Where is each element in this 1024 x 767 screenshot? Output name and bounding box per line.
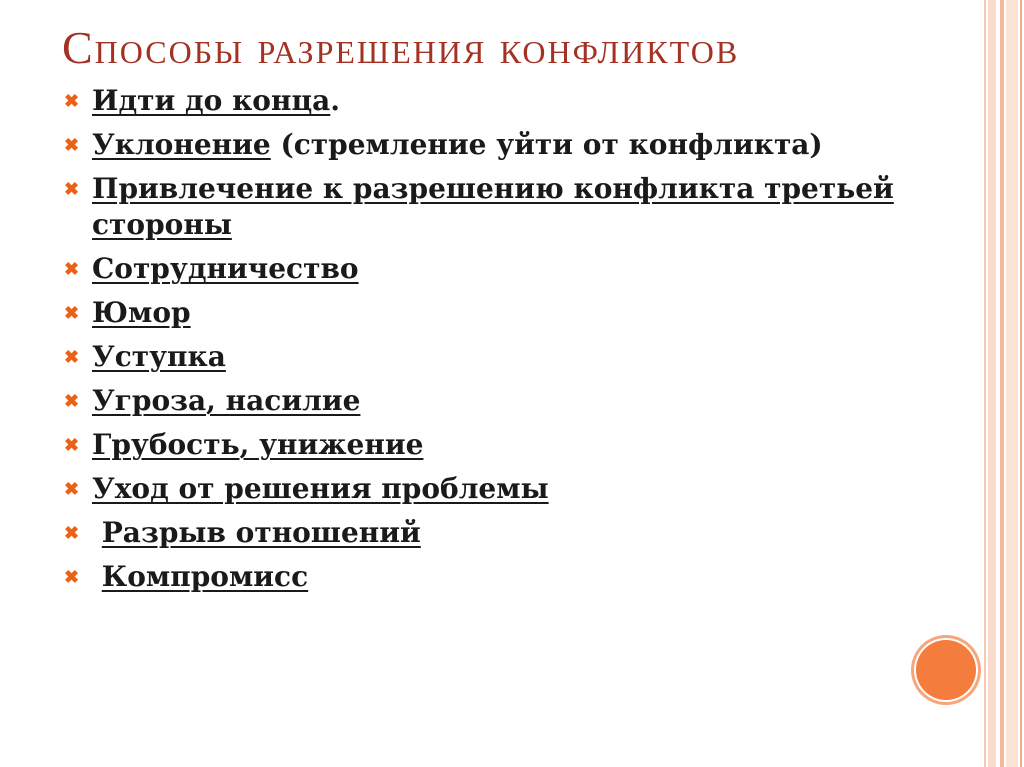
- bullet-item: [60, 427, 920, 463]
- bullet-text: Уступка: [92, 340, 226, 373]
- bullet-suffix: .: [330, 84, 341, 117]
- stripe: [1006, 0, 1018, 767]
- bullet-suffix: (стремление уйти от конфликта): [270, 128, 823, 161]
- bullet-text: Угроза, насилие: [92, 384, 361, 417]
- bullet-text: Юмор: [92, 296, 191, 329]
- bullet-item: [60, 83, 920, 119]
- bullet-list: [60, 83, 920, 603]
- bullet-leading-space: [92, 560, 102, 593]
- bullet-x-icon: ✖: [64, 435, 80, 456]
- bullet-text: Разрыв отношений: [101, 516, 421, 549]
- bullet-x-icon: ✖: [64, 567, 80, 588]
- stripe: [1020, 0, 1022, 767]
- bullet-text: Компромисс: [101, 560, 309, 593]
- bullet-leading-space: [92, 516, 102, 549]
- bullet-item: [60, 515, 920, 551]
- bullet-item: [60, 251, 920, 287]
- bullet-x-icon: ✖: [64, 523, 80, 544]
- decorative-stripes: [980, 0, 1024, 767]
- bullet-item: [60, 471, 920, 507]
- bullet-x-icon: ✖: [64, 179, 80, 200]
- bullet-x-icon: ✖: [64, 479, 80, 500]
- stripe: [1000, 0, 1004, 767]
- bullet-text: Сотрудничество: [92, 252, 359, 285]
- bullet-x-icon: ✖: [64, 135, 80, 156]
- stripe: [984, 0, 986, 767]
- bullet-text: Идти до конца: [92, 84, 331, 117]
- bullet-text: Уклонение: [92, 128, 271, 161]
- slide-title: Способы разрешения конфликтов: [62, 22, 740, 73]
- bullet-item: [60, 559, 920, 595]
- decorative-orange-circle: [916, 640, 976, 700]
- bullet-text: Привлечение к разрешению конфликта третьей стороны: [92, 172, 894, 241]
- bullet-item: [60, 339, 920, 375]
- bullet-x-icon: ✖: [64, 391, 80, 412]
- bullet-x-icon: ✖: [64, 347, 80, 368]
- bullet-item: [60, 171, 920, 243]
- bullet-item: [60, 127, 920, 163]
- bullet-item: [60, 383, 920, 419]
- stripe: [988, 0, 996, 767]
- bullet-text: Уход от решения проблемы: [92, 472, 549, 505]
- bullet-x-icon: ✖: [64, 303, 80, 324]
- bullet-text: Грубость, унижение: [92, 428, 424, 461]
- bullet-x-icon: ✖: [64, 259, 80, 280]
- bullet-item: [60, 295, 920, 331]
- bullet-x-icon: ✖: [64, 91, 80, 112]
